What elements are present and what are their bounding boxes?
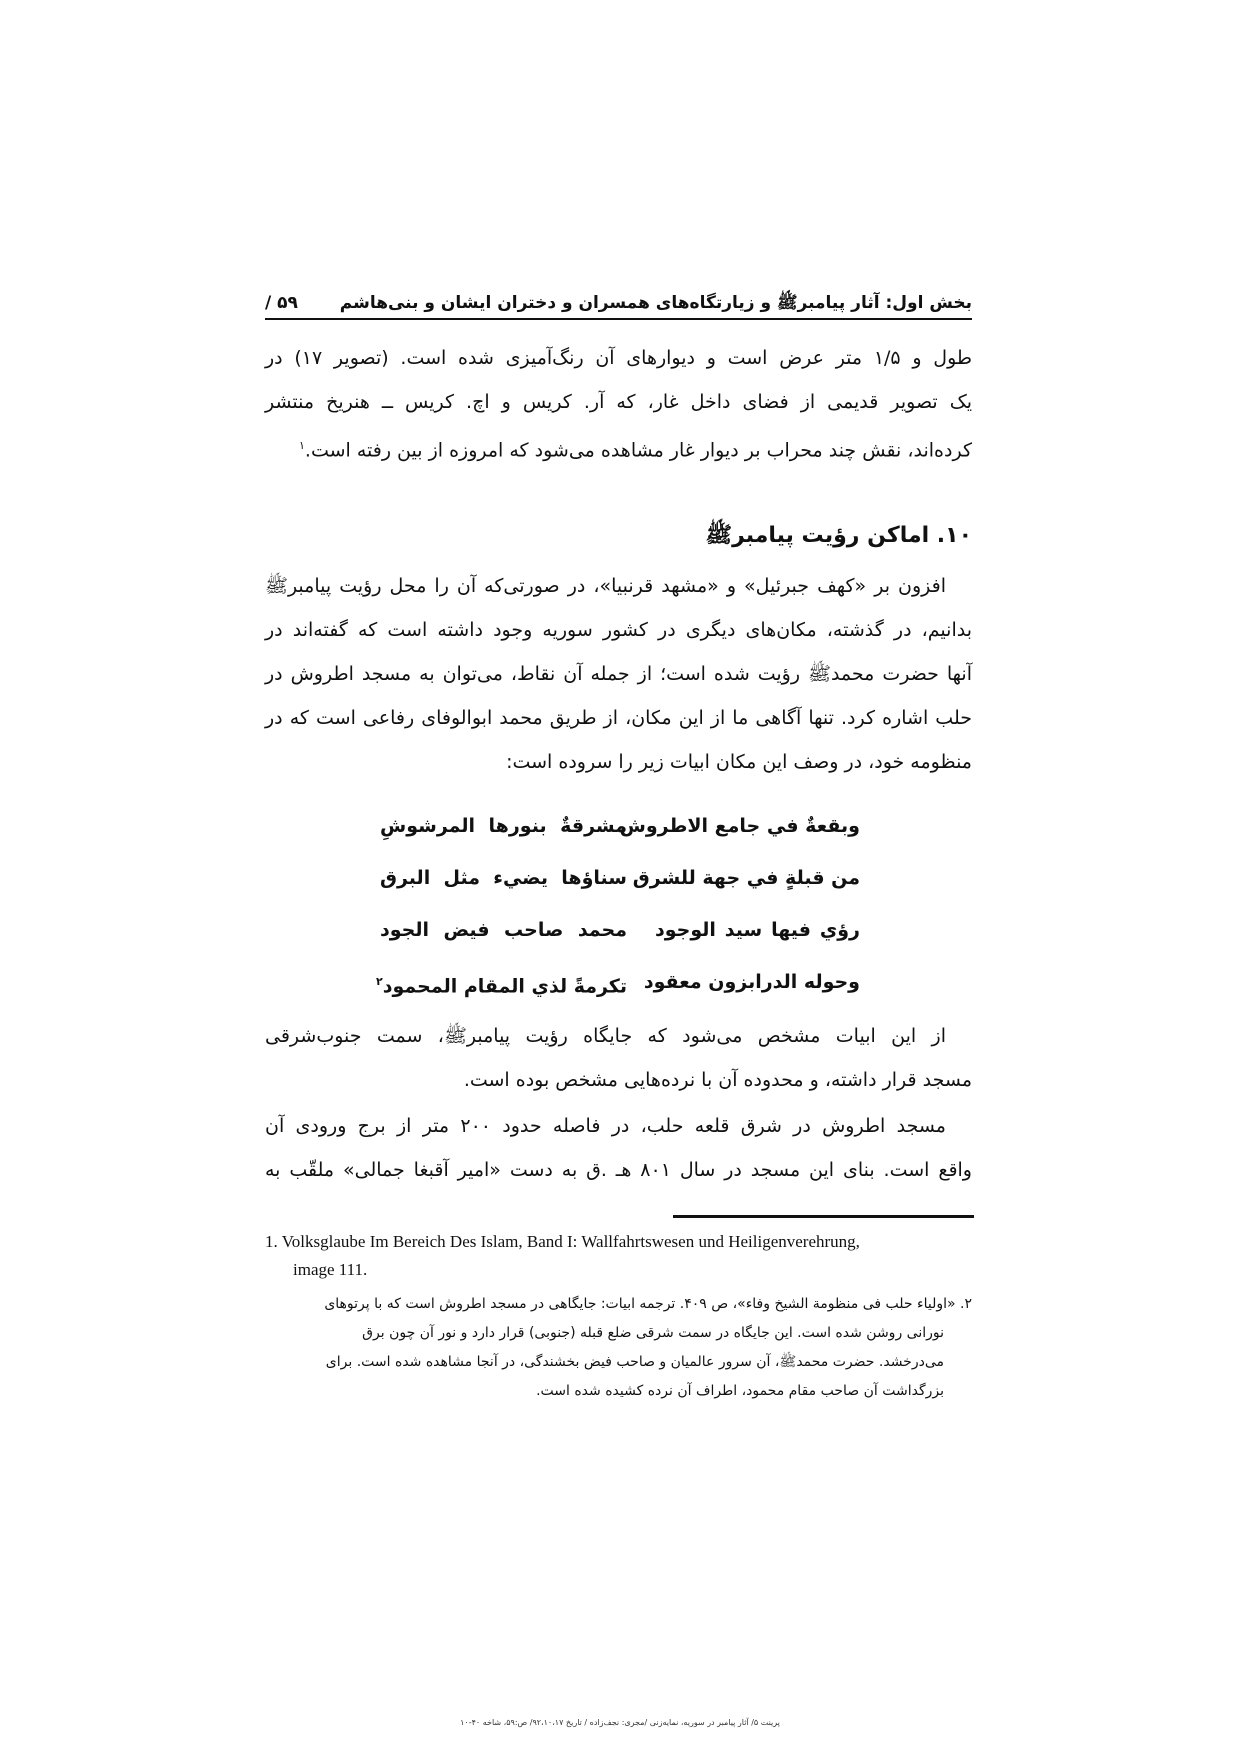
paragraph-line: حلب اشاره کرد. تنها آگاهی ما از این مکان، از طریق محمد ابوالوفای رفاعی است که در <box>265 707 972 729</box>
footnote-text: Volksglaube Im Bereich Des Islam, Band I: Wallfahrtswesen und Heiligenverehrung, <box>281 1232 860 1251</box>
paragraph-line: افزون بر «کهف جبرئیل» و «مشهد قرنبیا»، در صورتی‌که آن را محل رؤیت پیامبرﷺ <box>265 575 946 597</box>
paragraph-line: منظومه خود، در وصف این مکان ابیات زیر را سروده است: <box>506 751 972 773</box>
footnote-number: ۲. <box>960 1296 972 1312</box>
footnote-text: «اولیاء حلب فی منظومة الشیخ وفاء»، ص ۴۰۹. ترجمه ابیات: جایگاهی در مسجد اطروش است که با پرتوهای <box>324 1296 956 1312</box>
paragraph-line: از این ابیات مشخص می‌شود که جایگاه رؤیت پیامبرﷺ، سمت جنوب‌شرقی <box>265 1025 946 1047</box>
paragraph-1 <box>265 336 972 472</box>
poem-verse <box>376 956 860 1008</box>
poem-verse <box>380 852 860 904</box>
header-page-number <box>265 288 298 318</box>
footnote-separator <box>673 1215 974 1218</box>
paragraph-line-text: کرده‌اند، نقش چند محراب بر دیوار غار مشاهده می‌شود که امروزه از بین رفته است. <box>304 439 972 462</box>
paragraph-line <box>265 424 972 472</box>
footnote-1 <box>265 1228 972 1284</box>
paragraph-4 <box>265 1104 972 1192</box>
header-separator: / <box>265 293 272 313</box>
footnote-ref-2[interactable]: ۲ <box>376 975 383 988</box>
footnote-line: بزرگداشت آن صاحب مقام محمود، اطراف آن نرده کشیده شده است. <box>536 1383 944 1399</box>
hemistich-second <box>376 956 627 1008</box>
footnote-text: image 111. <box>293 1260 368 1279</box>
section-10 <box>265 514 972 558</box>
paragraph-2 <box>265 564 972 784</box>
footnote-number: 1. <box>265 1232 278 1251</box>
hemistich-second: مشرقةٌ بنورها المرشوشِ <box>380 815 627 837</box>
paragraph-line: بدانیم، در گذشته، مکان‌های دیگری در کشور سوریه وجود داشته است که گفته‌اند در <box>265 619 972 641</box>
poem <box>376 800 860 1008</box>
paragraph-line: مسجد اطروش در شرق قلعه حلب، در فاصله حدود ۲۰۰ متر از برج ورودی آن <box>265 1115 946 1137</box>
page-number: ۵۹ <box>277 293 298 313</box>
footnote-line: نورانی روشن شده است. این جایگاه در سمت شرقی ضلع قبله (جنوبی) قرار دارد و نور آن چون برق <box>362 1325 944 1341</box>
poem-verse <box>380 800 860 852</box>
hemistich-first: وحوله الدرابزون معقود <box>643 971 860 993</box>
footnote-2 <box>265 1290 972 1406</box>
document-page <box>265 0 972 1753</box>
hemistich-text: تكرمةً لذي المقام المحمود <box>382 975 627 998</box>
hemistich-second: محمد صاحب فيض الجود <box>380 919 627 941</box>
paragraph-line: آنها حضرت محمدﷺ رؤیت شده است؛ از جمله آن نقاط، می‌توان به مسجد اطروش در <box>265 663 972 685</box>
paragraph-line: مسجد قرار داشته، و محدوده آن با نرده‌هایی مشخص بوده است. <box>463 1069 972 1091</box>
paragraph-line: طول و ۱/۵ متر عرض است و دیوارهای آن رنگ‌آمیزی شده است. (تصویر ۱۷) در <box>265 347 973 369</box>
paragraph-line: واقع است. بنای این مسجد در سال ۸۰۱ هـ .ق به دست «امیر آقبغا جمالی» ملقّب به <box>265 1159 972 1181</box>
hemistich-first: رؤي فيها سيد الوجود <box>655 919 860 941</box>
hemistich-first: من قبلةٍ في جهة للشرق <box>632 867 860 889</box>
hemistich-second: سناؤها يضيء مثل البرق <box>380 867 627 889</box>
header-title: بخش اول: آثار پیامبرﷺ و زیارتگاه‌های همسران و دختران ایشان و بنی‌هاشم <box>339 293 972 313</box>
footnote-ref-1[interactable]: ۱ <box>298 439 305 452</box>
section-heading: ۱۰. اماکن رؤیت پیامبرﷺ <box>705 523 972 548</box>
print-footer: پرینت ۵/ آثار پیامبر در سوریه، نمایه‌زنی /مجری: نجف‌زاده / تاریخ ۹۲،۱۰،۱۷/ ص:۵۹، شاخه ۴۰-۱۰ <box>460 1718 780 1727</box>
paragraph-3 <box>265 1014 972 1102</box>
footnotes <box>265 1228 972 1406</box>
paragraph-line: یک تصویر قدیمی از فضای داخل غار، که آر. کریس و اچ. کریس ــ هنریخ منتشر <box>265 391 972 413</box>
hemistich-first: وبقعةٌ في جامع الاطروش <box>619 815 860 837</box>
poem-verse <box>380 904 860 956</box>
footnote-line <box>265 1290 972 1319</box>
running-header <box>265 288 972 320</box>
footnote-line: می‌درخشد. حضرت محمدﷺ، آن سرور عالمیان و صاحب فیض بخشندگی، در آنجا مشاهده شده است. برای <box>325 1354 944 1370</box>
